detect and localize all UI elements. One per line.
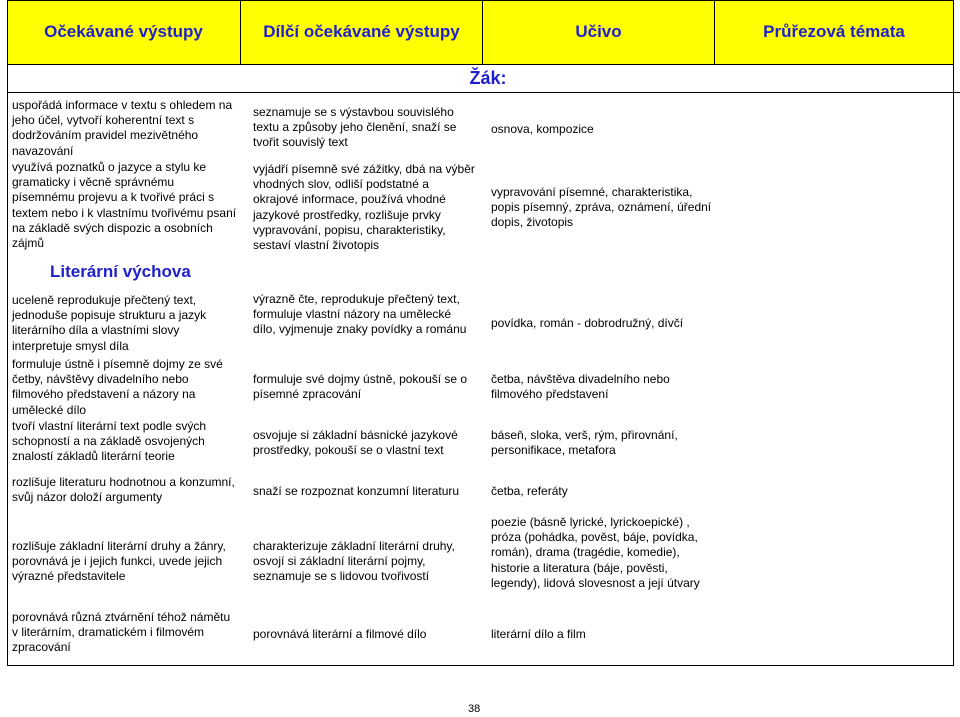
- header-curriculum: Učivo: [483, 0, 715, 64]
- row6-content: četba, referáty: [491, 484, 568, 498]
- row2-expected: využívá poznatků o jazyce a stylu ke gramaticky i věcně správnému písemnému projevu a k tvořivé práci s textem nebo i k vlastnímu tvořivému psaní na základě svých dispozic a osobních zájmů: [12, 160, 237, 251]
- row4-partial: formuluje své dojmy ústně, pokouší se o písemné zpracování: [253, 372, 468, 402]
- section-title: Literární výchova: [50, 262, 191, 281]
- header-divider-3: [714, 0, 715, 64]
- row4-content: četba, návštěva divadelního nebo filmového představení: [491, 372, 670, 402]
- table-border-right: [953, 0, 954, 666]
- row2-partial: vyjádří písemně své zážitky, dbá na výběr vhodných slov, odliší podstatné a okrajové informace, používá vhodné jazykové prostředky, rozlišuje prvky vypravování, popisu, charakteristiky, sestaví vlastní životopis: [253, 162, 475, 253]
- row5-content: báseň, sloka, verš, rým, přirovnání, personifikace, metafora: [491, 428, 678, 458]
- page-number: 38: [468, 703, 481, 715]
- row2-content: vypravování písemné, charakteristika, popis písemný, zpráva, oznámení, úřední dopis, životopis: [491, 185, 712, 230]
- row7-content: poezie (básně lyrické, lyrickoepické) , próza (pohádka, pověst, báje, povídka, román), drama (tragédie, komedie), historie a literatura (báje, pověsti, legendy), lidová slovesnost a její útvary: [491, 515, 700, 590]
- header-border: [7, 64, 953, 65]
- row3-expected: uceleně reprodukuje přečtený text, jednoduše popisuje strukturu a jazyk literárního díla a vlastními slovy interpretuje smysl díla: [12, 293, 207, 353]
- row8-expected: porovnává různá ztvárnění téhož námětu v literárním, dramatickém i filmovém zpracování: [12, 610, 231, 655]
- table-border-top: [7, 0, 953, 1]
- row3-content: povídka, román - dobrodružný, dívčí: [491, 316, 684, 330]
- header-divider-2: [482, 0, 483, 64]
- row3-partial: výrazně čte, reprodukuje přečtený text, formuluje vlastní názory na umělecké dílo, vyjmenuje znaky povídky a románu: [253, 292, 467, 337]
- row1-partial: seznamuje se s výstavbou souvislého textu a způsoby jeho členění, snaží se tvořit souvislý text: [253, 105, 457, 150]
- header-divider-1: [240, 0, 241, 64]
- row6-partial: snaží se rozpoznat konzumní literaturu: [253, 484, 460, 498]
- header-partial-outcomes: Dílčí očekávané výstupy: [241, 0, 483, 64]
- row4-expected: formuluje ústně i písemně dojmy ze své četby, návštěvy divadelního nebo filmového představení a názory na umělecké dílo: [12, 357, 223, 417]
- table-border-bottom: [7, 665, 953, 666]
- row5-partial: osvojuje si základní básnické jazykové prostředky, pokouší se o vlastní text: [253, 428, 458, 458]
- row8-content: literární dílo a film: [491, 627, 586, 641]
- row1-expected: uspořádá informace v textu s ohledem na jeho účel, vytvoří koherentní text s dodržováním pravidel mezivětného navazování: [12, 98, 233, 158]
- row6-expected: rozlišuje literaturu hodnotnou a konzumní, svůj názor doloží argumenty: [12, 475, 235, 505]
- header-expected-outcomes: Očekávané výstupy: [7, 0, 241, 64]
- row7-partial: charakterizuje základní literární druhy, osvojí si základní literární pojmy, seznamuje se s lidovou tvořivostí: [253, 539, 455, 584]
- row1-content: osnova, kompozice: [491, 122, 594, 136]
- student-label: Žák:: [7, 64, 960, 93]
- header-cross-topics: Průřezová témata: [715, 0, 953, 64]
- row5-expected: tvoří vlastní literární text podle svých schopností a na základě osvojených znalostí základů literární teorie: [12, 419, 207, 464]
- table-border-left: [7, 0, 8, 666]
- row7-expected: rozlišuje základní literární druhy a žánry, porovnává je i jejich funkci, uvede jejich výrazné představitele: [12, 539, 226, 584]
- row8-partial: porovnává literární a filmové dílo: [253, 627, 427, 641]
